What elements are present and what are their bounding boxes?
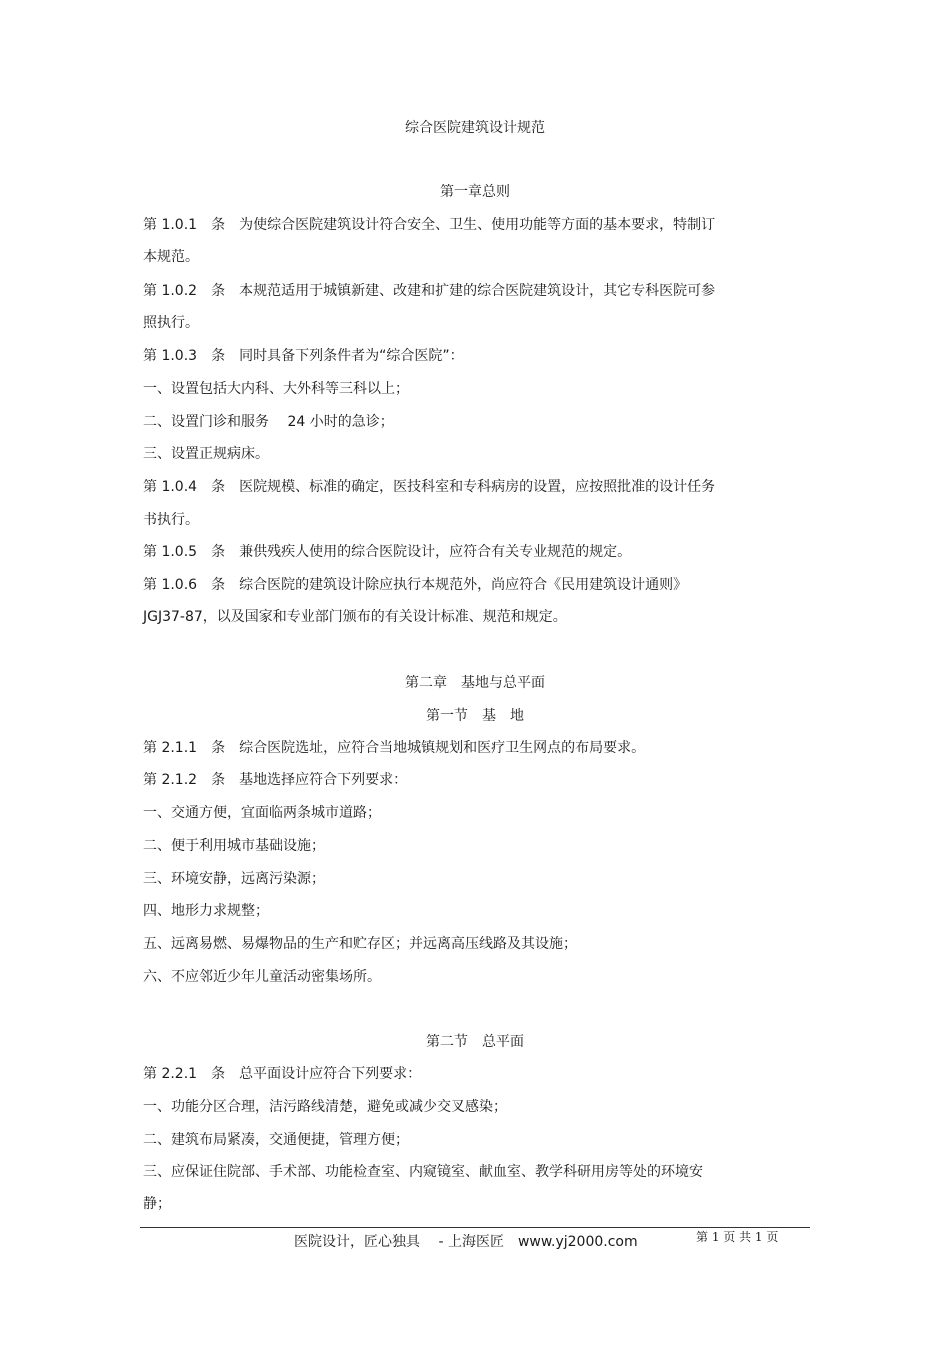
paragraph-line: 书执行。 <box>143 512 199 528</box>
footer-slogan: 医院设计，匠心独具 - 上海医匠 www.yj2000.com <box>294 1234 638 1250</box>
paragraph-line: 二、建筑布局紧凑，交通便捷，管理方便； <box>143 1132 409 1148</box>
paragraph-line: 第 1.0.1 条 为使综合医院建筑设计符合安全、卫生、使用功能等方面的基本要求，特制订 <box>143 217 716 233</box>
paragraph-line: 二、设置门诊和服务 24 小时的急诊； <box>143 414 394 430</box>
paragraph-line: 第 1.0.2 条 本规范适用于城镇新建、改建和扩建的综合医院建筑设计，其它专科医院可参 <box>143 283 716 299</box>
paragraph-line: 第 1.0.4 条 医院规模、标准的确定，医技科室和专科病房的设置，应按照批准的设计任务 <box>143 479 716 495</box>
paragraph-line: 一、设置包括大内科、大外科等三科以上； <box>143 381 409 397</box>
paragraph-line: 第 2.1.2 条 基地选择应符合下列要求： <box>143 772 408 788</box>
section-2-heading: 第二节 总平面 <box>426 1034 524 1050</box>
paragraph-line: JGJ37-87，以及国家和专业部门颁布的有关设计标准、规范和规定。 <box>143 609 567 625</box>
footer-page-info: 第 1 页 共 1 页 <box>696 1230 779 1244</box>
paragraph-line: 静； <box>143 1196 171 1212</box>
paragraph-line: 第 1.0.6 条 综合医院的建筑设计除应执行本规范外，尚应符合《民用建筑设计通则》 <box>143 577 688 593</box>
paragraph-line: 三、设置正规病床。 <box>143 446 269 462</box>
paragraph-line: 第 1.0.3 条 同时具备下列条件者为“综合医院”： <box>143 348 464 364</box>
chapter-2-heading: 第二章 基地与总平面 <box>405 675 545 691</box>
paragraph-line: 本规范。 <box>143 249 199 265</box>
paragraph-line: 一、功能分区合理，洁污路线清楚，避免或减少交叉感染； <box>143 1099 507 1115</box>
paragraph-line: 一、交通方便，宜面临两条城市道路； <box>143 805 381 821</box>
paragraph-line: 三、环境安静，远离污染源； <box>143 871 325 887</box>
paragraph-line: 第 2.1.1 条 综合医院选址，应符合当地城镇规划和医疗卫生网点的布局要求。 <box>143 740 646 756</box>
chapter-1-heading: 第一章总则 <box>440 184 510 200</box>
paragraph-line: 照执行。 <box>143 315 199 331</box>
paragraph-line: 四、地形力求规整； <box>143 903 269 919</box>
paragraph-line: 二、便于利用城市基础设施； <box>143 838 325 854</box>
paragraph-line: 六、不应邻近少年儿童活动密集场所。 <box>143 969 381 985</box>
paragraph-line: 第 2.2.1 条 总平面设计应符合下列要求： <box>143 1066 422 1082</box>
page-title: 综合医院建筑设计规范 <box>405 120 545 136</box>
paragraph-line: 三、应保证住院部、手术部、功能检查室、内窥镜室、献血室、教学科研用房等处的环境安 <box>143 1164 703 1180</box>
paragraph-line: 第 1.0.5 条 兼供残疾人使用的综合医院设计，应符合有关专业规范的规定。 <box>143 544 632 560</box>
paragraph-line: 五、远离易燃、易爆物品的生产和贮存区；并远离高压线路及其设施； <box>143 936 577 952</box>
section-1-heading: 第一节 基 地 <box>426 708 524 724</box>
